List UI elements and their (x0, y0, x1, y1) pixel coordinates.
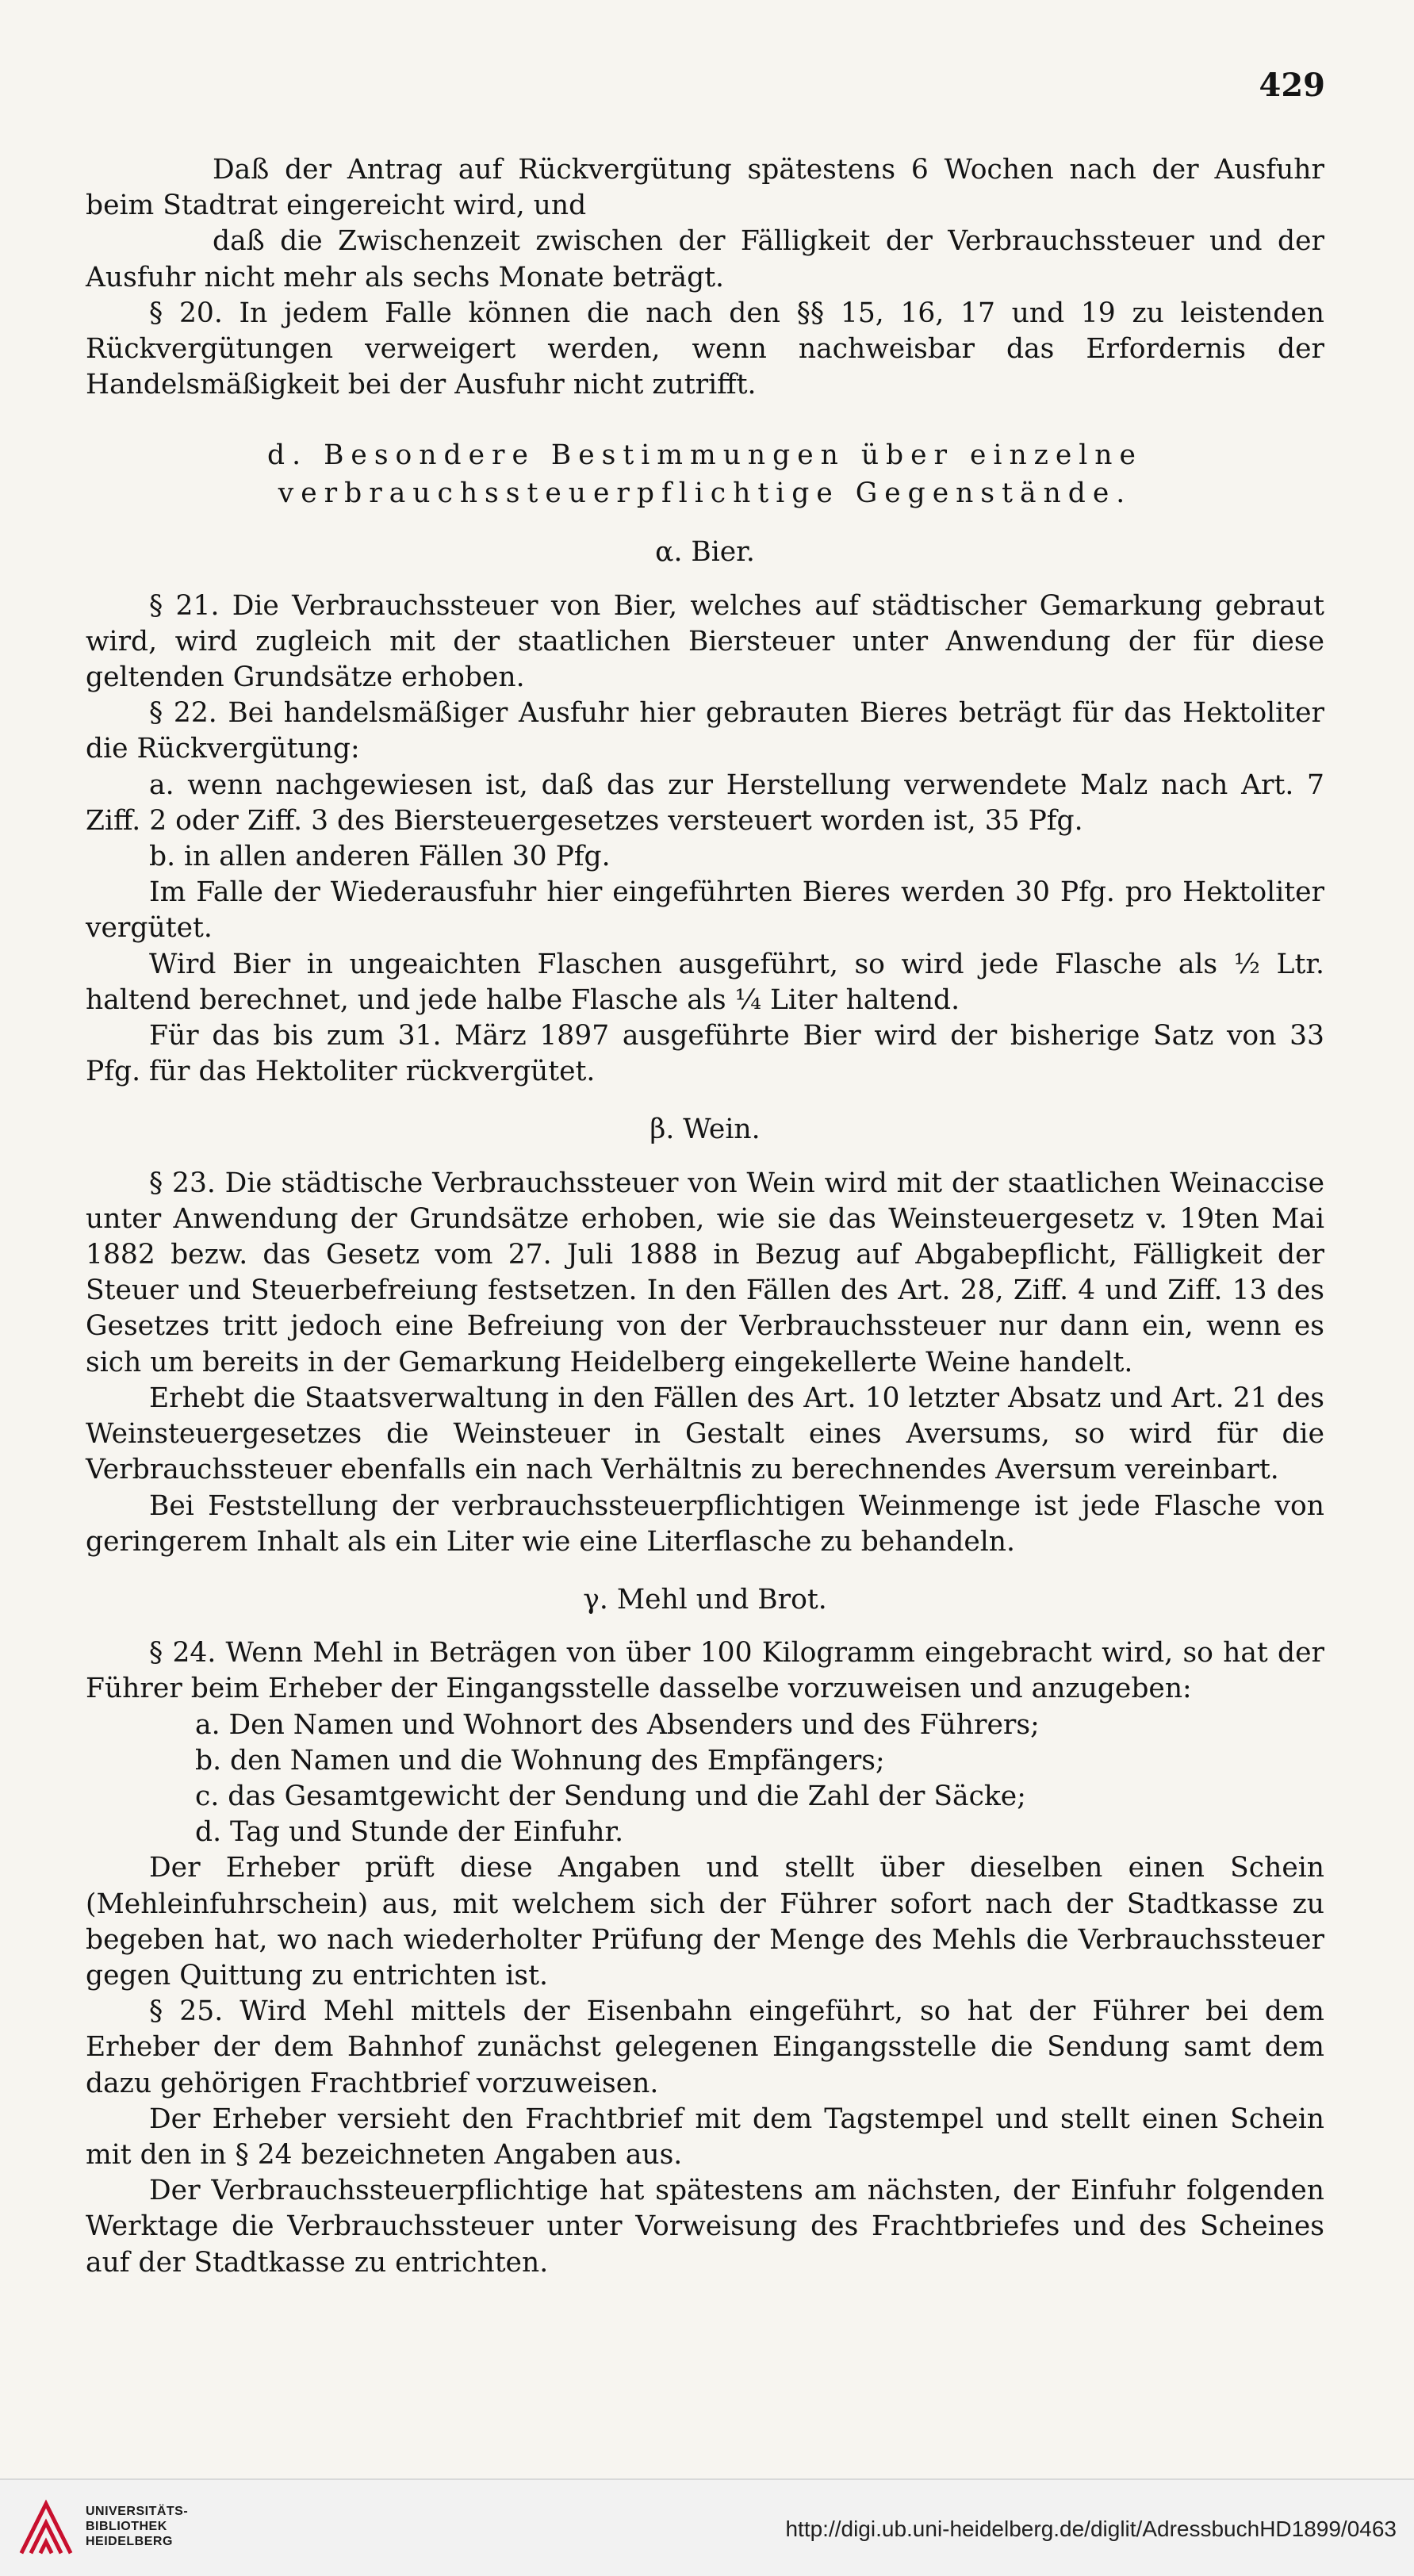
university-library-logo-icon (14, 2496, 78, 2559)
paragraph: Der Erheber versieht den Frachtbrief mit dem Tagstempel und stellt einen Schein mit den in § 24 bezeichneten Angaben aus. (86, 2103, 1324, 2171)
footer-bar (0, 2478, 1414, 2576)
list-item: b. den Namen und die Wohnung des Empfängers; (195, 1744, 885, 1777)
paragraph: § 23. Die städtische Verbrauchssteuer von Wein wird mit der staatlichen Weinaccise unter Anwendung der Grundsätze erhoben, wie sie das Weinsteuergesetz v. 19ten Mai 1882 bezw. das Gesetz vom 27. Juli 1888 in Bezug auf Abgabepflicht, Fälligkeit der Steuer und Steuerbefreiung festsetzen. In den Fällen des Art. 28, Ziff. 4 und Ziff. 13 des Gesetzes tritt jedoch eine Befreiung von der Verbrauchssteuer nur dann ein, wenn es sich um bereits in der Gemarkung Heidelberg eingekellerte Weine handelt. (86, 1167, 1324, 1378)
paragraph: § 20. In jedem Falle können die nach den §§ 15, 16, 17 und 19 zu leistenden Rückvergütungen verweigert werden, wenn nachweisbar das Erfordernis der Handelsmäßigkeit bei der Ausfuhr nicht zutrifft. (86, 297, 1324, 401)
paragraph: Im Falle der Wiederausfuhr hier eingeführten Bieres werden 30 Pfg. pro Hektoliter vergütet. (86, 876, 1324, 945)
list-item: a. wenn nachgewiesen ist, daß das zur Herstellung verwendete Malz nach Art. 7 Ziff. 2 oder Ziff. 3 des Biersteuergesetzes versteuert worden ist, 35 Pfg. (86, 769, 1324, 837)
paragraph: § 24. Wenn Mehl in Beträgen von über 100 Kilogramm eingebracht wird, so hat der Führer beim Erheber der Eingangsstelle dasselbe vorzuweisen und anzugeben: (86, 1637, 1324, 1705)
subsection-heading: α. Bier. (655, 536, 755, 569)
paragraph: Bei Feststellung der verbrauchssteuerpflichtigen Weinmenge ist jede Flasche von geringerem Inhalt als ein Liter wie eine Literflasche zu behandeln. (86, 1489, 1324, 1558)
section-heading: d. Besondere Bestimmungen über einzelne verbrauchssteuerpflichtige Gegenstände. (267, 439, 1143, 510)
paragraph: daß die Zwischenzeit zwischen der Fälligkeit der Verbrauchssteuer und der Ausfuhr nicht mehr als sechs Monate beträgt. (86, 225, 1324, 293)
paragraph: § 25. Wird Mehl mittels der Eisenbahn eingeführt, so hat der Führer bei dem Erheber der dem Bahnhof zunächst gelegenen Eingangsstelle die Sendung samt dem dazu gehörigen Frachtbrief vorzuweisen. (86, 1995, 1324, 2099)
library-name-line: BIBLIOTHEK (86, 2520, 167, 2533)
paragraph: Erhebt die Staatsverwaltung in den Fällen des Art. 10 letzter Absatz und Art. 21 des Weinsteuergesetzes die Weinsteuer in Gestalt eines Aversums, so wird für die Verbrauchssteuer ebenfalls ein nach Verhältnis zu berechnendes Aversum vereinbart. (86, 1382, 1324, 1486)
paragraph: Der Verbrauchssteuerpflichtige hat spätestens am nächsten, der Einfuhr folgenden Werktage die Verbrauchssteuer unter Vorweisung des Frachtbriefes und des Scheines auf der Stadtkasse zu entrichten. (86, 2175, 1324, 2279)
library-name (86, 2504, 188, 2549)
paragraph: Daß der Antrag auf Rückvergütung spätestens 6 Wochen nach der Ausfuhr beim Stadtrat eingereicht wird, und (86, 154, 1324, 222)
source-url-link[interactable]: http://digi.ub.uni-heidelberg.de/diglit/AdressbuchHD1899/0463 (785, 2517, 1397, 2541)
page-number: 429 (1259, 67, 1325, 104)
paragraph: § 21. Die Verbrauchssteuer von Bier, welches auf städtischer Gemarkung gebraut wird, wird zugleich mit der staatlichen Biersteuer unter Anwendung der für diese geltenden Grundsätze erhoben. (86, 589, 1324, 694)
list-item: c. das Gesamtgewicht der Sendung und die Zahl der Säcke; (195, 1780, 1026, 1812)
paragraph: § 22. Bei handelsmäßiger Ausfuhr hier gebrauten Bieres beträgt für das Hektoliter die Rückvergütung: (86, 697, 1324, 765)
library-name-line: HEIDELBERG (86, 2535, 173, 2548)
library-name-line: UNIVERSITÄTS- (86, 2505, 189, 2518)
paragraph: Für das bis zum 31. März 1897 ausgeführte Bier wird der bisherige Satz von 33 Pfg. für das Hektoliter rückvergütet. (86, 1020, 1324, 1088)
subsection-heading: γ. Mehl und Brot. (583, 1583, 827, 1616)
document-body (86, 152, 1324, 2281)
list-item: b. in allen anderen Fällen 30 Pfg. (149, 841, 611, 873)
list-item: d. Tag und Stunde der Einfuhr. (195, 1816, 624, 1849)
subsection-heading: β. Wein. (650, 1114, 761, 1146)
list-item: a. Den Namen und Wohnort des Absenders und des Führers; (195, 1708, 1040, 1741)
paragraph: Wird Bier in ungeaichten Flaschen ausgeführt, so wird jede Flasche als ½ Ltr. haltend berechnet, und jede halbe Flasche als ¼ Liter haltend. (86, 948, 1324, 1016)
paragraph: Der Erheber prüft diese Angaben und stellt über dieselben einen Schein (Mehleinfuhrschein) aus, mit welchem sich der Führer sofort nach der Stadtkasse zu begeben hat, wo nach wiederholter Prüfung der Menge des Mehls die Verbrauchssteuer gegen Quittung zu entrichten ist. (86, 1852, 1324, 1991)
